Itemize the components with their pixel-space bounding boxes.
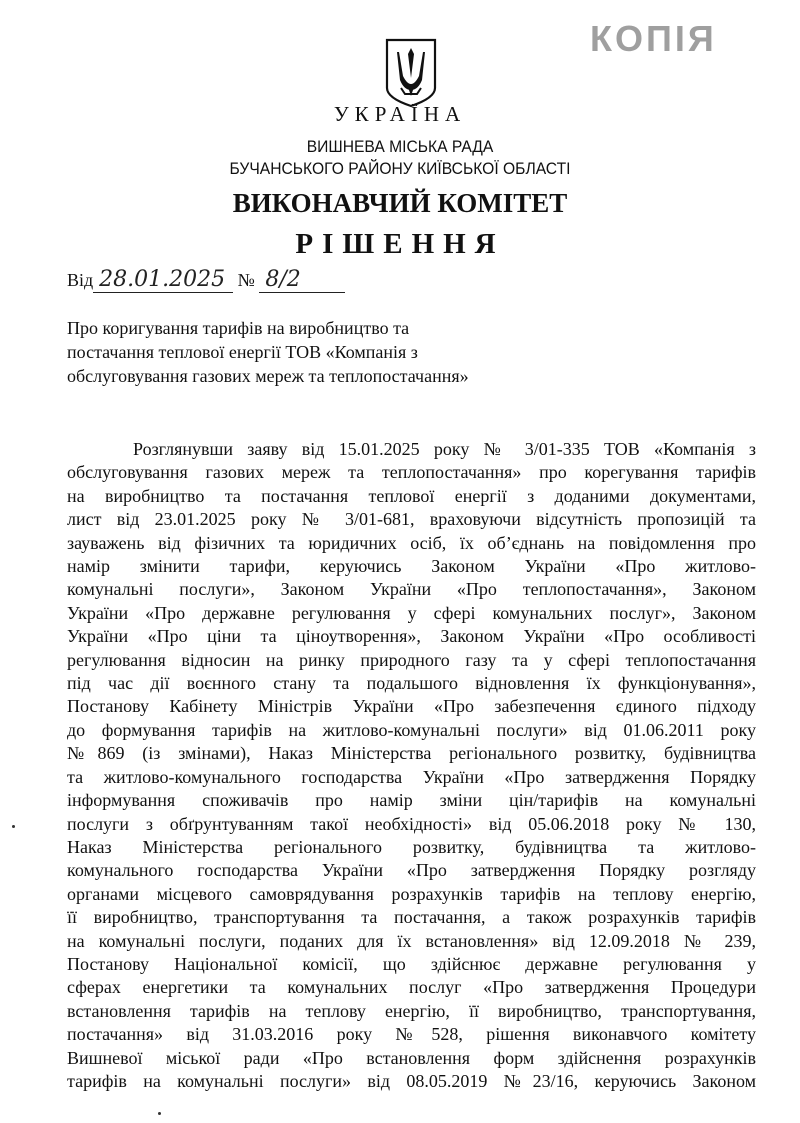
body-line: Вишневої міської ради «Про встановлення форм здійснення розрахунків [67, 1047, 756, 1068]
decision-dateline [67, 268, 345, 293]
body-line: на комунальні послуги, поданих для їх встановлення» від 12.09.2018 № 239, [67, 930, 756, 951]
body-line: органами місцевого самоврядування розрахунків тарифів на теплову енергію, [67, 883, 756, 904]
body-line: встановлення тарифів на теплову енергію, її виробництво, транспортування, [67, 1000, 756, 1021]
scan-speck [158, 1112, 161, 1115]
body-line: тарифів на комунальні послуги» від 08.05.2019 №23/16, керуючись Законом [67, 1070, 756, 1091]
executive-committee-title: ВИКОНАВЧИЙ КОМІТЕТ [232, 188, 568, 218]
decision-body [67, 438, 756, 1093]
coat-of-arms-trident-icon [385, 38, 437, 108]
body-line: на виробництво та постачання теплової енергії з доданими документами, [67, 485, 756, 506]
body-line: Постанову Національної комісії, що здійснює державне регулювання у [67, 953, 756, 974]
body-line: обслуговування газових мереж та теплопостачання» про корегування тарифів [67, 462, 756, 483]
body-line: комунального господарства України «Про затвердження Порядку розгляду [67, 860, 756, 881]
council-district-line: БУЧАНСЬКОГО РАЙОНУ КИЇВСЬКОЇ ОБЛАСТІ [229, 159, 571, 178]
body-line: намір змінити тарифи, керуючись Законом України «Про житлово- [67, 556, 756, 577]
body-line: під час дії воєнного стану та подальшого відновлення їх функціонування», [67, 673, 756, 694]
number-label: № [237, 270, 255, 290]
body-line: лист від 23.01.2025 року № 3/01-681, враховуючи відсутність пропозицій та [67, 509, 756, 530]
city-council [32, 136, 768, 180]
council-name-line: ВИШНЕВА МІСЬКА РАДА [306, 137, 494, 156]
body-line: сферах енергетики та комунальних послуг «Про затвердження Процедури [67, 977, 756, 998]
handwritten-number: 8/2 [259, 268, 345, 293]
scan-speck [12, 825, 15, 828]
handwritten-date: 28.01.2025 [93, 268, 233, 293]
body-line: комунальні послуги», Законом України «Про теплопостачання», Законом [67, 579, 756, 600]
body-line: України «Про державне регулювання у сфері комунальних послуг», Законом [67, 602, 756, 623]
body-line: зауважень від фізичних та юридичних осіб, їх об’єднань на повідомлення про [67, 532, 756, 553]
decision-subject [67, 316, 627, 388]
body-line: постачання» від 31.03.2016 року №528, рішення виконавчого комітету [67, 1024, 756, 1045]
body-line: інформування споживачів про намір зміни цін/тарифів на комунальні [67, 790, 756, 811]
body-line: №869 (із змінами), Наказ Міністерства регіонального розвитку, будівництва [67, 743, 756, 764]
body-line: послуги з обґрунтуванням такої необхідності» від 05.06.2018 року № 130, [67, 813, 756, 834]
copy-stamp: КОПІЯ [590, 18, 717, 59]
subject-line: постачання теплової енергії ТОВ «Компанія з [67, 342, 418, 362]
date-label: Від [67, 270, 94, 290]
body-line: Постанову Кабінету Міністрів України «Про забезпечення єдиного підходу [67, 696, 756, 717]
body-line: та житлово-комунального господарства України «Про затвердження Порядку [67, 766, 756, 787]
decision-title: РІШЕННЯ [295, 228, 505, 260]
body-line: до формування тарифів на житлово-комунальні послуги» від 01.06.2011 року [67, 719, 756, 740]
subject-line: обслуговування газових мереж та теплопостачання» [67, 366, 469, 386]
body-line: Розглянувши заяву від 15.01.2025 року № 3/01-335 ТОВ «Компанія з [133, 439, 756, 459]
body-line: України «Про ціни та ціноутворення», Законом України «Про особливості [67, 626, 756, 647]
country-name: УКРАЇНА [333, 102, 467, 126]
body-line: Наказ Міністерства регіонального розвитку, будівництва та житлово- [67, 836, 756, 857]
body-line: регулювання відносин на ринку природного газу та у сфері теплопостачання [67, 649, 756, 670]
body-line: її виробництво, транспортування та постачання, а також розрахунків тарифів [67, 907, 756, 928]
subject-line: Про коригування тарифів на виробництво та [67, 318, 410, 338]
